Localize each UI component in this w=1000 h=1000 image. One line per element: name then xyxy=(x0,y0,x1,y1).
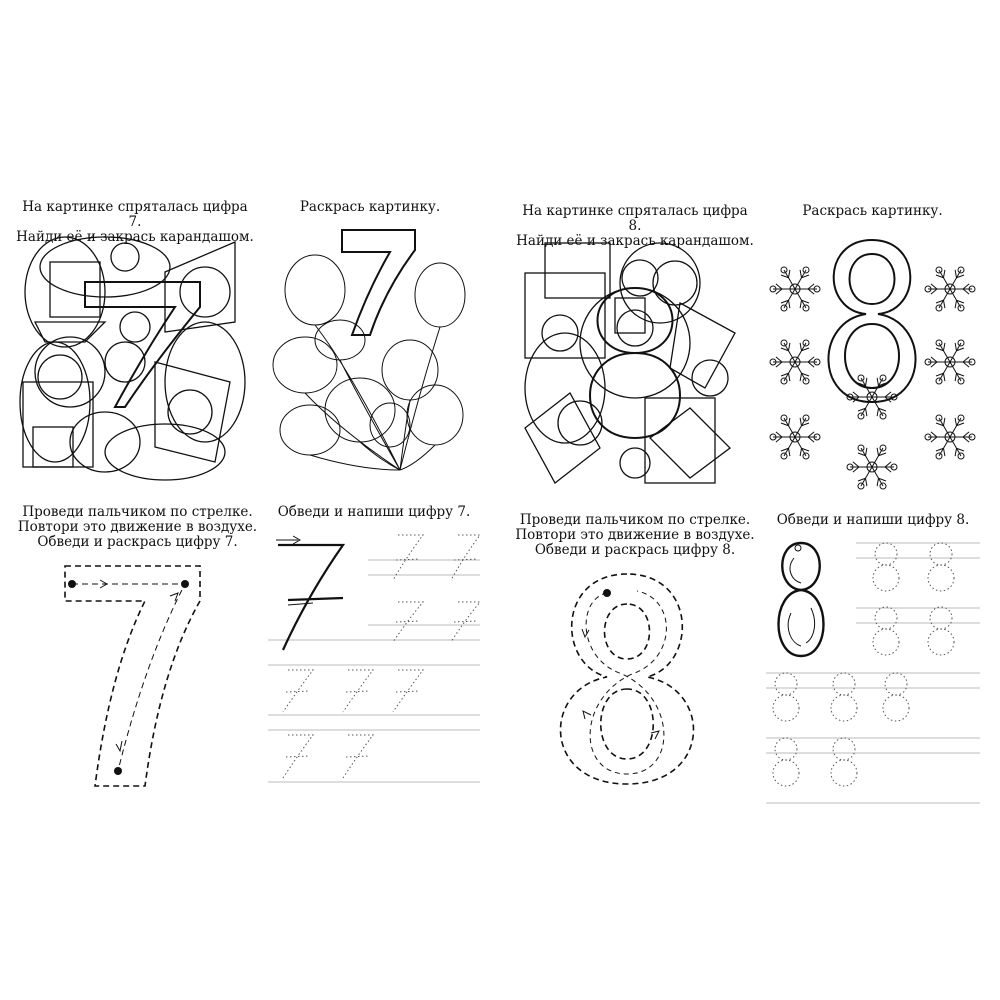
panel-trace-7-finger xyxy=(15,505,260,795)
snowflake-icon xyxy=(770,340,820,384)
caption-write-8: Обведи и напиши цифру 8. xyxy=(776,512,970,528)
caption-find-8: На картинке спряталась цифра 8. Найди её и закрась карандашом. xyxy=(516,203,754,249)
panel-color-balloons xyxy=(270,200,470,500)
panel-trace-8-finger xyxy=(515,513,755,803)
hidden-eight-picture xyxy=(520,238,750,488)
panel-color-snowflakes xyxy=(770,204,975,504)
snowflake-icon xyxy=(925,415,975,459)
seven-writing-lines xyxy=(268,530,480,790)
caption-find-7: На картинке спряталась цифра 7. Найди её и закрась карандашом. xyxy=(16,199,254,245)
balloons-picture xyxy=(270,230,470,490)
dashed-eight-outline xyxy=(537,569,737,789)
panel-write-7 xyxy=(268,505,480,795)
caption-trace-8-finger: Проведи пальчиком по стрелке. Повтори это движение в воздухе. Обведи и раскрась цифру 8. xyxy=(515,512,755,558)
panel-write-8 xyxy=(766,513,980,803)
eight-writing-lines xyxy=(766,538,980,798)
caption-trace-7-finger: Проведи пальчиком по стрелке. Повтори это движение в воздухе. Обведи и раскрась цифру 7. xyxy=(17,504,258,550)
panel-find-8 xyxy=(515,204,755,504)
caption-write-7: Обведи и напиши цифру 7. xyxy=(277,504,471,520)
hidden-seven-picture xyxy=(15,232,255,502)
panel-find-7 xyxy=(15,200,255,500)
snowflake-icon xyxy=(925,267,975,311)
snowflake-icon xyxy=(847,445,897,489)
dashed-seven-outline xyxy=(60,561,260,791)
snowflake-icon xyxy=(925,340,975,384)
caption-color-snowflakes: Раскрась картинку. xyxy=(802,203,943,219)
caption-color-balloons: Раскрась картинку. xyxy=(299,199,441,215)
snowflake-icon xyxy=(770,267,820,311)
snowflake-icon xyxy=(770,415,820,459)
snowflakes-picture xyxy=(770,232,975,502)
